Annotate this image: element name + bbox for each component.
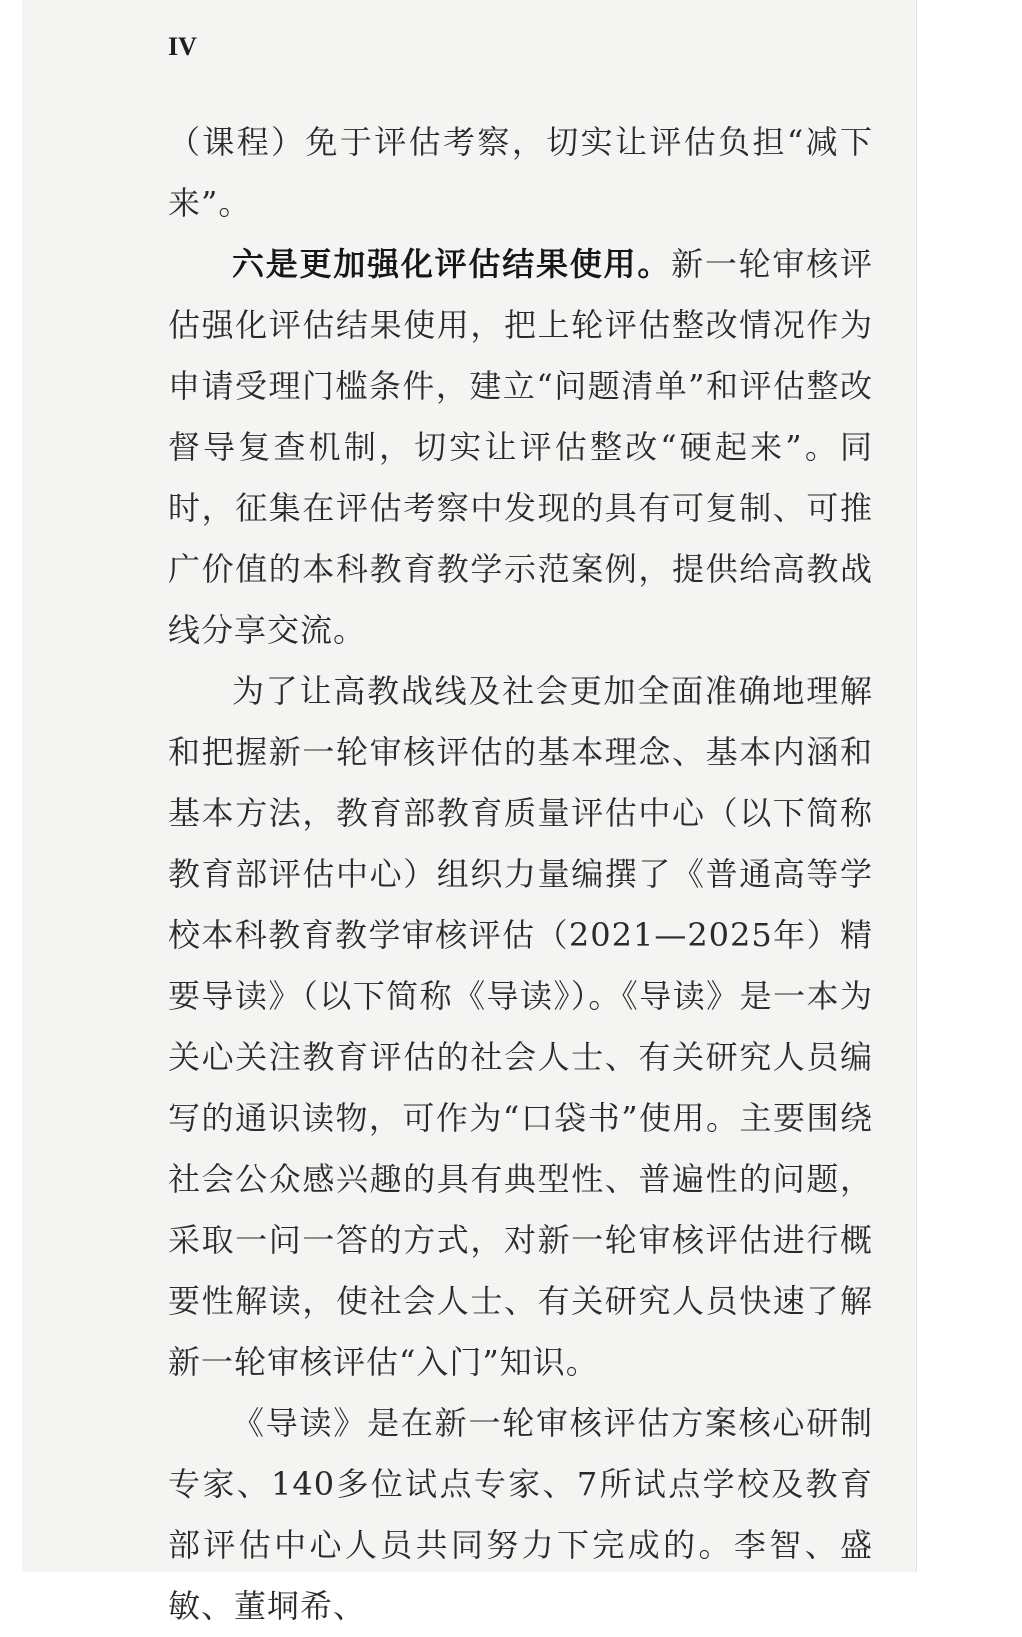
body-text <box>168 112 873 1637</box>
paragraph-acknowledgement: 《导读》是在新一轮审核评估方案核心研制专家、140多位试点专家、7所试点学校及教育部评估中心人员共同努力下完成的。李智、盛敏、董垌希、 <box>168 1404 873 1625</box>
paragraph-lead-heading: 六是更加强化评估结果使用。 <box>232 245 672 283</box>
page-number: IV <box>168 32 197 61</box>
paragraph-body: 新一轮审核评估强化评估结果使用，把上轮评估整改情况作为申请受理门槛条件，建立“问题清单”和评估整改督导复查机制，切实让评估整改“硬起来”。同时，征集在评估考察中发现的具有可复制、可推广价值的本科教育教学示范案例，提供给高教战线分享交流。 <box>168 245 873 649</box>
paragraph-guide-purpose: 为了让高教战线及社会更加全面准确地理解和把握新一轮审核评估的基本理念、基本内涵和基本方法，教育部教育质量评估中心（以下简称教育部评估中心）组织力量编撰了《普通高等学校本科教育教学审核评估（2021—2025年）精要导读》（以下简称《导读》）。《导读》是一本为关心关注教育评估的社会人士、有关研究人员编写的通识读物，可作为“口袋书”使用。主要围绕社会公众感兴趣的具有典型性、普遍性的问题，采取一问一答的方式，对新一轮审核评估进行概要性解读，使社会人士、有关研究人员快速了解新一轮审核评估“入门”知识。 <box>168 672 873 1381</box>
paragraph-results-use <box>168 234 873 661</box>
page-edge-shadow <box>916 0 917 1572</box>
paragraph-course-exemption: （课程）免于评估考察，切实让评估负担“减下来”。 <box>168 123 873 222</box>
